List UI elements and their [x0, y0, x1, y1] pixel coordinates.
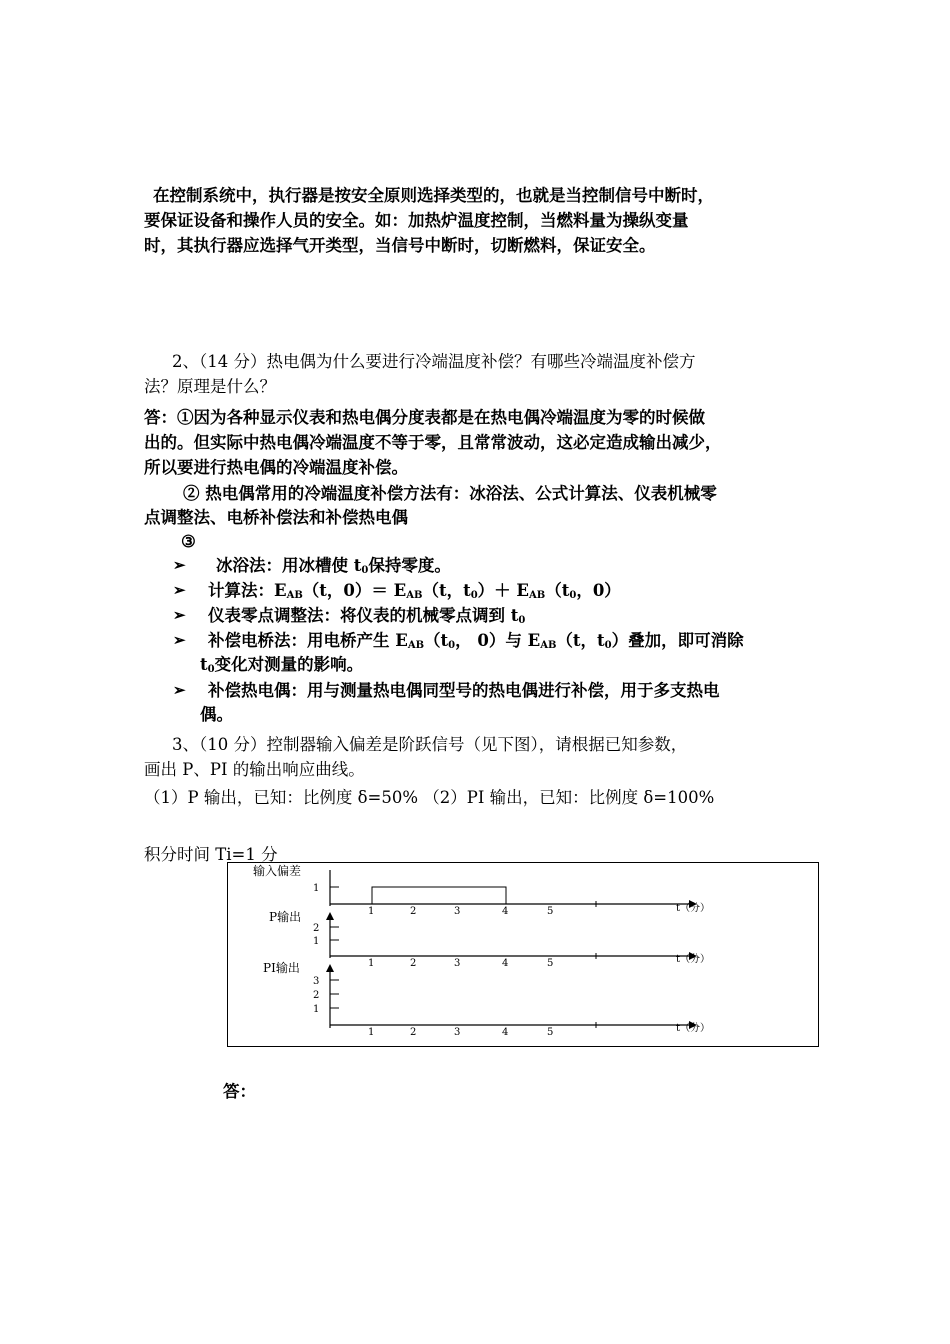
bullet-bridge-line-1: 补偿电桥法：用电桥产生 $E_{AB}(t_0$， 0）与 $E_{AB}(t$，$t_0$）叠加，即可消除	[208, 631, 744, 651]
panel-3-y-arrow	[326, 964, 334, 972]
bullet-calculation: 计算法：$E_{AB}(t$，$0)= E_{AB}(t$，$t_0)+ E_{AB}(t_0$，0）	[208, 581, 621, 601]
answer-2-p1-line-1: 答：①因为各种显示仪表和热电偶分度表都是在热电偶冷端温度为零的时候做	[144, 408, 705, 427]
response-chart	[227, 862, 819, 1047]
question-2-line-1: 2、（14 分）热电偶为什么要进行冷端温度补偿？有哪些冷端温度补偿方	[172, 352, 696, 371]
panel-3-ytick-1: 1	[313, 1004, 320, 1015]
question-3-line-1: 3、（10 分）控制器输入偏差是阶跃信号（见下图），请根据已知参数，	[172, 735, 688, 754]
bullet-bridge-line-2: $t_0$变化对测量的影响。	[200, 655, 364, 675]
panel-1-ytick-1: 1	[313, 883, 320, 894]
panel-2-ytick-1: 1	[313, 936, 320, 947]
panel-1-xtick-4: 4	[502, 906, 509, 917]
panel-1-xtick-2: 2	[410, 906, 417, 917]
panel-2-xtick-5: 5	[547, 958, 554, 969]
answer-2-p2-line-1: ② 热电偶常用的冷端温度补偿方法有：冰浴法、公式计算法、仪表机械零	[183, 484, 717, 503]
panel-3-xtick-3: 3	[454, 1027, 461, 1038]
answer-1-line-3: 时，其执行器应选择气开类型，当信号中断时，切断燃料，保证安全。	[144, 236, 656, 255]
panel-3-ytick-2: 2	[313, 990, 320, 1001]
panel-2-xlabel: t（分）	[676, 954, 711, 965]
bullet-ice-bath: 冰浴法：用冰槽使 $t_0$保持零度。	[216, 556, 451, 576]
panel-3-xlabel: t（分）	[676, 1023, 711, 1034]
bullet-arrow-4: ➢	[173, 631, 186, 649]
question-3-integral-time: 积分时间 Ti=1 分	[144, 845, 278, 864]
panel-3-ylabel: PI输出	[263, 961, 300, 975]
bullet-comp-thermocouple-line-2: 偶。	[200, 705, 233, 724]
answer-3-label: 答：	[223, 1082, 256, 1101]
answer-2-p1-line-2: 出的。但实际中热电偶冷端温度不等于零，且常常波动，这必定造成输出减少，	[144, 433, 722, 452]
panel-3-xtick-1: 1	[368, 1027, 375, 1038]
answer-1-line-1: 在控制系统中，执行器是按安全原则选择类型的，也就是当控制信号中断时，	[153, 186, 714, 205]
question-3-params: （1）P 输出，已知：比例度 δ=50% （2）PI 输出，已知：比例度 δ=100%	[144, 788, 715, 807]
bullet-arrow-5: ➢	[173, 681, 186, 699]
panel-2-ytick-2: 2	[313, 923, 320, 934]
panel-2-xtick-4: 4	[502, 958, 509, 969]
panel-1-ylabel: 输入偏差	[253, 864, 302, 878]
question-2-line-2: 法？原理是什么？	[144, 377, 276, 396]
panel-1-xtick-1: 1	[368, 906, 375, 917]
panel-1-xtick-5: 5	[547, 906, 554, 917]
answer-1-line-2: 要保证设备和操作人员的安全。如：加热炉温度控制，当燃料量为操纵变量	[144, 211, 689, 230]
panel-1-xlabel: t（分）	[676, 903, 711, 914]
panel-2-xtick-3: 3	[454, 958, 461, 969]
panel-3-xtick-5: 5	[547, 1027, 554, 1038]
panel-3-xtick-4: 4	[502, 1027, 509, 1038]
panel-2-xtick-1: 1	[368, 958, 375, 969]
answer-2-p2-line-2: 点调整法、电桥补偿法和补偿热电偶	[144, 508, 408, 527]
panel-3-xtick-2: 2	[410, 1027, 417, 1038]
panel-2-y-arrow	[326, 912, 334, 920]
bullet-arrow-3: ➢	[173, 606, 186, 624]
bullet-arrow-1: ➢	[173, 556, 186, 574]
answer-2-p3-marker: ③	[181, 532, 196, 551]
answer-2-p1-line-3: 所以要进行热电偶的冷端温度补偿。	[144, 458, 408, 477]
question-3-line-2: 画出 P、PI 的输出响应曲线。	[144, 760, 365, 779]
panel-1-xtick-3: 3	[454, 906, 461, 917]
bullet-comp-thermocouple-line-1: 补偿热电偶：用与测量热电偶同型号的热电偶进行补偿，用于多支热电	[208, 681, 720, 700]
panel-2-ylabel: P输出	[269, 910, 302, 924]
panel-2-xtick-2: 2	[410, 958, 417, 969]
bullet-zero-adjust: 仪表零点调整法：将仪表的机械零点调到 $t_0$	[208, 606, 526, 626]
panel-3-ytick-3: 3	[313, 976, 320, 987]
panel-1-step-input	[372, 887, 506, 904]
bullet-arrow-2: ➢	[173, 581, 186, 599]
